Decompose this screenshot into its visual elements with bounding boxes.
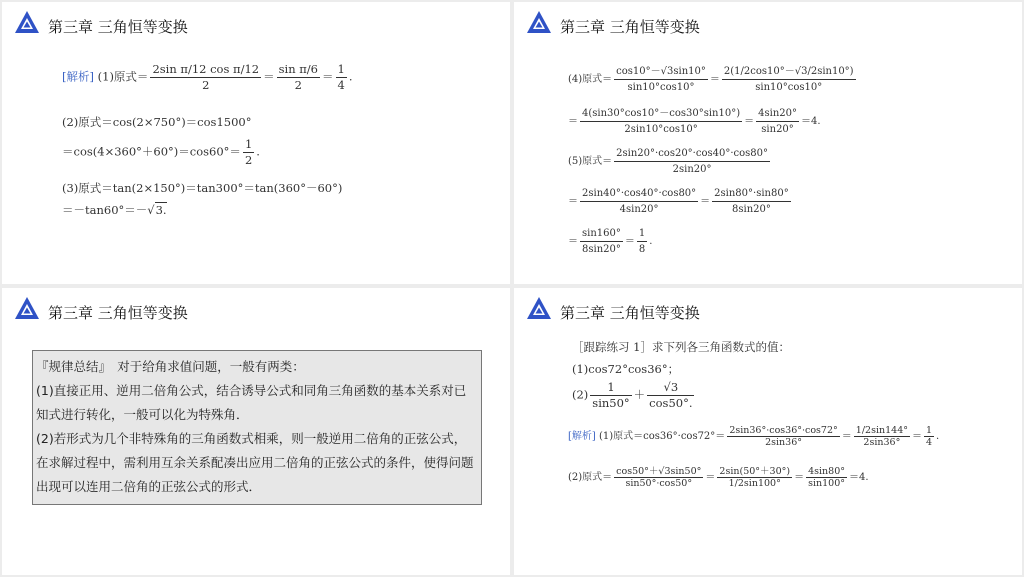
numerator: 1/2sin144° — [855, 425, 908, 436]
denominator: 8 — [637, 241, 647, 257]
denominator: 4sin20° — [580, 201, 698, 217]
chapter-title: 第三章 三角恒等变换 — [48, 18, 188, 36]
analysis-tag: [解析] — [568, 431, 596, 442]
solution-line-5b: ＝ $\frac{2\sin 40^\circ\cdot\cos 40^\circ\cdot\cos 80^\circ}{4\sin 20^\circ}$ ＝ $\frac{2\sin 80^\circ\cdot\sin 80^\circ}{8\sin 20^\circ}$ — [568, 188, 789, 215]
fraction — [150, 62, 261, 93]
exercise-question-1: (1)cos72°cos36°； — [572, 362, 680, 376]
numerator: 2sin40°·cos40°·cos80° — [582, 188, 697, 199]
denominator: 2 — [150, 77, 261, 93]
numerator: 2sin36°·cos36°·cos72° — [729, 425, 838, 436]
denominator: sin50° — [592, 396, 630, 410]
denominator: sin50°·cos50° — [614, 477, 703, 489]
numerator: cos50°＋√3sin50° — [616, 466, 702, 477]
solution-line-4b: ＝ $\frac{4(\sin 30^\circ\cos 10^\circ-\cos 30^\circ\sin 10^\circ)}{2\sin 10^\circ\cos 10^\circ}$ ＝ $\frac{4\sin 20^\circ}{\sin 20^\circ}$ ＝4. — [568, 108, 821, 135]
fraction — [727, 425, 839, 448]
numerator: 4(sin30°cos10°－cos30°sin10°) — [582, 108, 741, 119]
fraction — [614, 466, 703, 489]
numerator: 1 — [337, 62, 345, 76]
solution-line-1: [解析] (1)原式＝ $\frac{\text{2sin π/12 cos π/12}}{2}$ ＝ $\frac{\text{sin π/6}}{2}$ ＝ $\frac{1}{4}$ . — [62, 62, 353, 92]
text: (5)原式＝ — [568, 156, 613, 167]
logo-icon — [14, 10, 40, 34]
slide-panel-4 — [514, 288, 1022, 575]
fraction — [580, 106, 742, 137]
numerator: sin160° — [582, 228, 621, 239]
fraction — [277, 62, 320, 93]
fraction — [717, 466, 792, 489]
denominator: 1/2sin100° — [717, 477, 792, 489]
fraction — [580, 186, 698, 217]
denominator: 2 — [244, 153, 253, 167]
text: (1)原式＝ — [97, 69, 149, 84]
numerator: cos10°－√3sin10° — [616, 66, 706, 77]
fraction — [637, 226, 647, 257]
fraction — [580, 226, 623, 257]
radicand: 3. — [155, 203, 167, 217]
text: (1)原式＝cos36°·cos72°＝ — [599, 431, 726, 442]
denominator: sin100° — [808, 478, 845, 489]
chapter-title: 第三章 三角恒等变换 — [560, 304, 700, 322]
chapter-title: 第三章 三角恒等变换 — [48, 304, 188, 322]
numerator: 1 — [244, 137, 253, 151]
rule-item-2: (2)若形式为几个非特殊角的三角函数式相乘，则一般逆用二倍角的正弦公式，在求解过程中，需利用互余关系配凑出应用二倍角的正弦公式的条件，使得问题出现可以连用二倍角的正弦公式的形式． — [36, 431, 474, 494]
solution-line-4: (3)原式＝tan(2×150°)＝tan300°＝tan(360°－60°) — [62, 181, 343, 195]
numerator: √3 — [663, 380, 679, 394]
rule-summary-title: 『规律总结』 对于给角求值问题，一般有两类： — [36, 359, 305, 374]
fraction — [590, 380, 631, 411]
fraction — [243, 137, 254, 168]
numerator: 2(1/2cos10°－√3/2sin10°) — [723, 66, 854, 77]
numerator: 2sin20°·cos20°·cos40°·cos80° — [616, 148, 768, 159]
solution-line-5 — [568, 146, 772, 177]
numerator: 2sin80°·sin80° — [714, 188, 789, 199]
denominator: cos50°. — [649, 396, 693, 410]
text: ＝4. — [849, 472, 869, 483]
slide-panel-3 — [2, 288, 510, 575]
numerator: 1 — [926, 425, 933, 436]
fraction — [854, 425, 910, 448]
solution-line-5c: ＝ $\frac{\sin 160^\circ}{8\sin 20^\circ}$ ＝ $\frac{1}{8}$ . — [568, 228, 653, 255]
exercise-question-2: (2) $\frac{1}{\sin 50^\circ}$ ＋ $\frac{√3}{\cos 50^\circ.}$ — [572, 380, 693, 410]
denominator: 8sin20° — [712, 201, 791, 217]
fraction — [722, 64, 856, 95]
numerator: 1 — [638, 228, 646, 239]
fraction — [614, 64, 708, 95]
numerator: 2sin π/12 cos π/12 — [152, 62, 260, 76]
denominator: 2sin20° — [614, 161, 770, 177]
denominator: sin20° — [756, 121, 799, 137]
logo-icon — [526, 10, 552, 34]
exercise-heading: ［跟踪练习 1］求下列各三角函数式的值： — [572, 340, 790, 354]
denominator: 2 — [277, 77, 320, 93]
numerator: sin π/6 — [278, 62, 319, 76]
chapter-title: 第三章 三角恒等变换 — [560, 18, 700, 36]
text: (2)原式＝ — [568, 472, 613, 483]
numerator: 4sin20° — [758, 108, 797, 119]
numerator: 4sin80° — [808, 466, 845, 477]
fraction — [336, 62, 347, 93]
numerator: 1 — [607, 380, 615, 394]
denominator: 8sin20° — [580, 241, 623, 257]
fraction — [924, 425, 934, 448]
fraction — [614, 146, 770, 177]
answer-line-1: [解析] (1)原式＝cos36°·cos72°＝ $\frac{2\sin 36^\circ\cdot\cos 36^\circ\cdot\cos 72^\circ}{2\sin 36^\circ}$ ＝ $\frac{1/2\sin 144^\circ}{2\sin 36^\circ}$ ＝ $\frac{1}{4}$ . — [568, 425, 940, 448]
solution-line-2: (2)原式＝cos(2×750°)＝cos1500° — [62, 115, 252, 129]
answer-line-2: (2)原式＝ $\frac{\cos 50^\circ+√3\sin 50^\circ}{\sin 50^\circ\cdot\cos 50^\circ}$ ＝ $\frac{2\sin(50^\circ+30^\circ)}{1/2\sin 100^\circ}$ ＝ $\frac{4\sin 80^\circ}{\sin 100^\circ}$ ＝4. — [568, 466, 869, 489]
fraction — [647, 380, 694, 411]
fraction — [756, 106, 799, 137]
slide-panel-1 — [2, 2, 510, 284]
text: ＝cos(4×360°＋60°)＝cos60°＝ — [62, 144, 241, 159]
text: ＝－tan60°＝－ — [62, 203, 148, 217]
rule-item-1: (1)直接正用、逆用二倍角公式，结合诱导公式和同角三角函数的基本关系对已知式进行转化，一般可以化为特殊角． — [36, 383, 467, 422]
denominator: sin10°cos10° — [722, 79, 856, 95]
denominator: 4 — [337, 78, 345, 92]
denominator: sin10°cos10° — [614, 79, 708, 95]
rule-summary-box — [32, 350, 482, 505]
denominator: 2sin10°cos10° — [580, 121, 742, 137]
denominator: 2sin36° — [854, 436, 910, 448]
solution-line-3: ＝cos(4×360°＋60°)＝cos60°＝ $\frac{1}{2}$ . — [62, 137, 260, 167]
logo-icon — [526, 296, 552, 320]
text: ＝4. — [800, 116, 821, 127]
analysis-tag: [解析] — [62, 69, 94, 84]
solution-line-4: (4)原式＝ $\frac{\cos 10^\circ-√3\sin 10^\circ}{\sin 10^\circ\cos 10^\circ}$ ＝ $\frac{2(1/2\cos 10^\circ-√3/2\sin 10^\circ)}{\sin 10^\circ\cos 10^\circ}$ — [568, 66, 854, 93]
text: (2) — [572, 387, 589, 402]
text: (4)原式＝ — [568, 74, 613, 85]
logo-icon — [14, 296, 40, 320]
denominator: 2sin36° — [727, 436, 839, 448]
solution-line-5: ＝－tan60°＝－√3. — [62, 203, 167, 217]
slide-panel-2 — [514, 2, 1022, 284]
fraction — [806, 466, 847, 489]
denominator: 4 — [926, 437, 933, 448]
fraction — [712, 186, 791, 217]
numerator: 2sin(50°＋30°) — [719, 466, 791, 477]
